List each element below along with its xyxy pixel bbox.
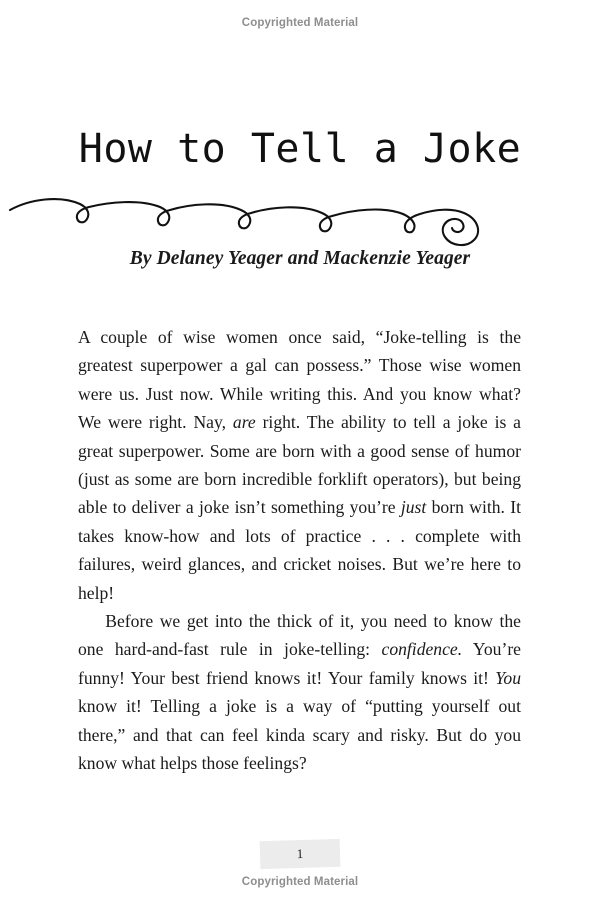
chapter-byline: By Delaney Yeager and Mackenzie Yeager [129, 248, 471, 269]
chapter-body [78, 323, 521, 778]
page-title: How to Tell a Joke [78, 126, 522, 172]
paragraph-2 [78, 607, 521, 777]
chapter-title-block [0, 128, 600, 170]
paragraph-1-text-a: A couple of wise women once said, “Joke-telling is the greatest superpower a gal can possess.” Those wise women were us. Just now. While writing this. And you know what? We were right. Nay, [78, 327, 521, 433]
paragraph-2-emphasis-you: You [495, 667, 521, 688]
paragraph-2-text-b: You’re funny! Your best friend knows it! Your family knows it! [78, 639, 521, 688]
paragraph-1-text-b: right. The ability to tell a joke is a great superpower. Some are born with a good sense of humor (just as some are born incredible forklift operators), but being able to deliver a joke isn’t something you’re [78, 412, 521, 518]
paragraph-2-emphasis-confidence: confidence. [381, 639, 463, 660]
paragraph-2-text-c: know it! Telling a joke is a way of “putting yourself out there,” and that can feel kinda scary and risky. But do you know what helps those feelings? [78, 696, 521, 774]
page-number: 1 [296, 845, 304, 862]
page-number-box [260, 839, 341, 869]
swirl-ornament-icon [8, 186, 494, 248]
paragraph-1-emphasis-are: are [232, 412, 256, 433]
paragraph-2-text-a: Before we get into the thick of it, you need to know the one hard-and-fast rule in joke-telling: [78, 611, 521, 660]
paragraph-1 [78, 323, 521, 607]
copyright-watermark-bottom: Copyrighted Material [241, 876, 359, 888]
copyright-watermark-top: Copyrighted Material [241, 17, 359, 29]
paragraph-1-emphasis-just: just [400, 497, 427, 518]
paragraph-1-text-c: born with. It takes know-how and lots of practice . . . complete with failures, weird glances, and cricket noises. But we’re here to help! [78, 497, 521, 603]
